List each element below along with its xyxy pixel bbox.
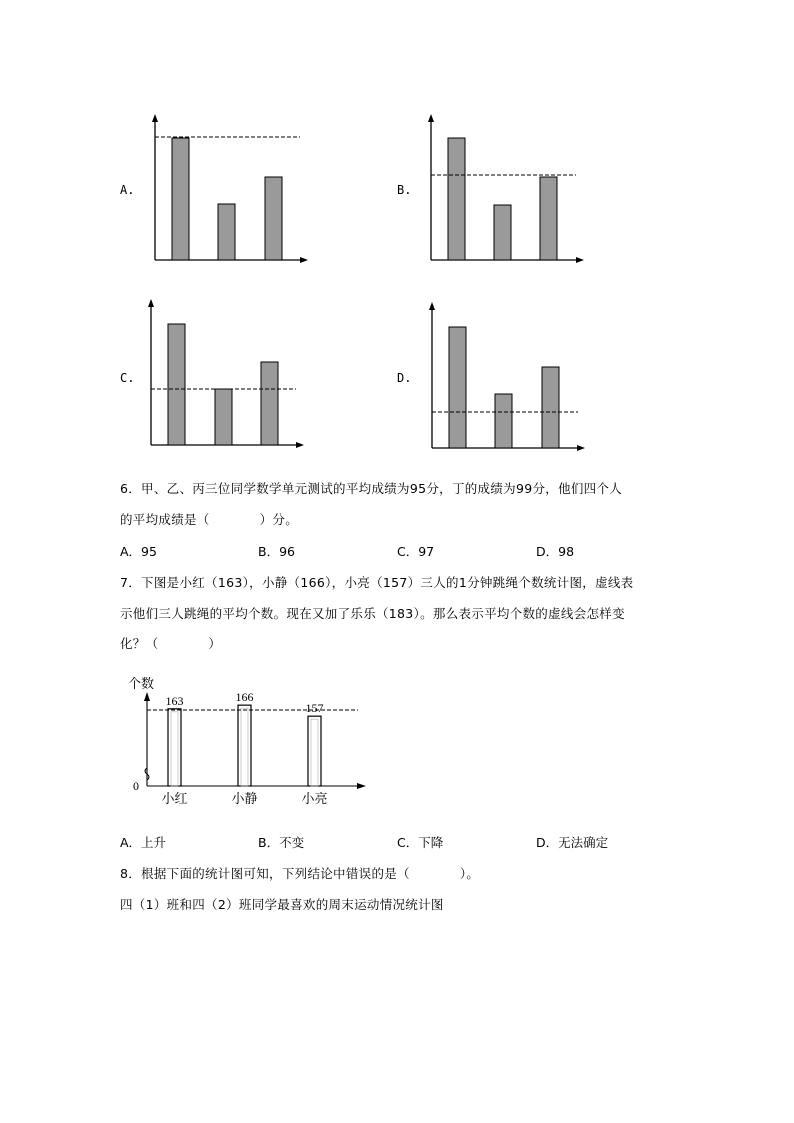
- q8-line1: [120, 864, 479, 882]
- option-label-d: D.: [397, 371, 412, 385]
- bar-小亮: [308, 716, 321, 786]
- q6-line1: 6．甲、乙、丙三位同学数学单元测试的平均成绩为95分，丁的成绩为99分，他们四个人: [120, 481, 623, 496]
- q6-line2: [120, 510, 298, 528]
- option-chart-c: [146, 297, 306, 452]
- q7-line3-a: 化？（: [120, 636, 159, 651]
- option-label-c: C.: [120, 371, 135, 385]
- q6-choice-c[interactable]: C．97: [397, 544, 435, 559]
- chart-y-axis-arrow: [144, 692, 150, 701]
- q6-choice-d[interactable]: D．98: [536, 544, 575, 559]
- q6-choice-a[interactable]: A．95: [120, 544, 157, 559]
- q8-line1-a: 8．根据下面的统计图可知，下列结论中错误的是（: [120, 866, 410, 881]
- q7-line2: 示他们三人跳绳的平均个数。现在又加了乐乐（183）。那么表示平均个数的虚线会怎样变: [120, 606, 625, 621]
- q6-line2-b: ）分。: [259, 512, 299, 527]
- chart-bars: [161, 690, 327, 807]
- q6-line2-a: 的平均成绩是（: [120, 512, 210, 527]
- bar-value-label: 163: [165, 693, 184, 708]
- q7-line3-b: ）: [208, 636, 222, 651]
- q7-choice-b[interactable]: B．不变: [258, 835, 305, 850]
- option-chart-b: [426, 112, 586, 267]
- q8-line1-b: ）。: [459, 866, 480, 881]
- option-label-a: A.: [120, 183, 135, 197]
- chart-x-axis-arrow: [357, 783, 366, 789]
- option-label-b: B.: [397, 183, 412, 197]
- q7-choice-d[interactable]: D．无法确定: [536, 835, 609, 850]
- chart-ylabel: 个数: [128, 676, 155, 691]
- q6-choice-b[interactable]: B．96: [258, 544, 295, 559]
- q7-choice-a[interactable]: A．上升: [120, 835, 167, 850]
- chart-origin-label: 0: [133, 779, 139, 793]
- option-chart-a: [150, 112, 310, 267]
- bar-小红: [168, 709, 181, 786]
- q7-line1: 7．下图是小红（163），小静（166），小亮（157）三人的1分钟跳绳个数统计图，虚线表: [120, 575, 634, 590]
- category-label: 小静: [231, 792, 258, 807]
- bar-value-label: 157: [305, 701, 324, 716]
- category-label: 小亮: [301, 792, 328, 807]
- q7-line3: [120, 634, 221, 652]
- q8-chart-caption: 四（1）班和四（2）班同学最喜欢的周末运动情况统计图: [120, 897, 444, 912]
- q7-jump-rope-chart: [120, 670, 380, 810]
- option-chart-d: [427, 300, 587, 455]
- bar-小静: [238, 705, 251, 786]
- q7-choice-c[interactable]: C．下降: [397, 835, 444, 850]
- category-label: 小红: [161, 792, 188, 807]
- bar-value-label: 166: [235, 690, 254, 705]
